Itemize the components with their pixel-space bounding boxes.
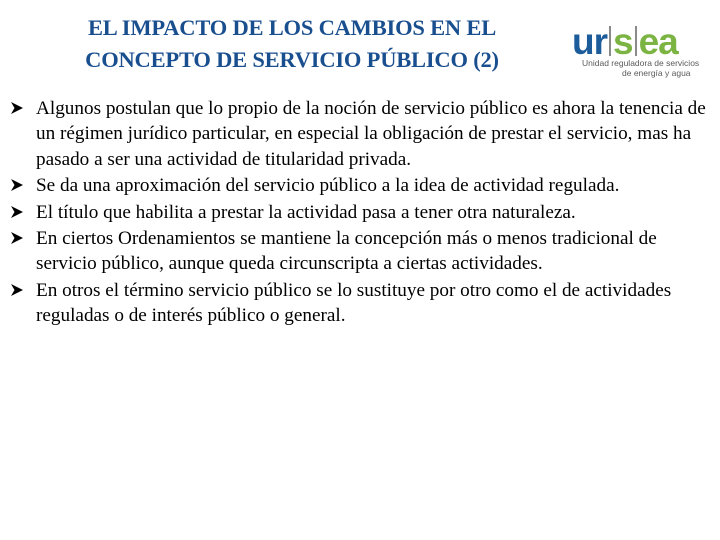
arrow-bullet-icon <box>10 173 28 198</box>
bullet-text: En otros el término servicio público se lo sustituye por otro como el de actividades reguladas o de interés público o general. <box>36 279 672 327</box>
arrow-bullet-icon <box>10 200 28 225</box>
bullet-item <box>10 96 716 172</box>
arrow-bullet-icon <box>10 96 28 121</box>
slide-title-line-1: EL IMPACTO DE LOS CAMBIOS EN EL <box>87 15 497 40</box>
bullet-list <box>10 96 716 330</box>
bullet-text: En ciertos Ordenamientos se mantiene la concepción más o menos tradicional de servicio público, aunque queda circunscripta a ciertas actividades. <box>36 228 657 275</box>
arrow-bullet-icon <box>10 278 28 303</box>
logo-letters-ur: ur <box>572 21 607 62</box>
bullet-item <box>10 226 716 277</box>
bullet-text: El título que habilita a prestar la actividad pasa a tener otra naturaleza. <box>36 201 576 223</box>
slide-title <box>22 12 562 76</box>
bullet-text: Algunos postulan que lo propio de la noción de servicio público es ahora la tenencia de un régimen jurídico particular, en especial la obligación de prestar el servicio, mas ha pasado a ser una actividad de titularidad privada. <box>36 98 706 170</box>
logo-letters-s: s <box>613 21 633 62</box>
logo-subtitle-line-1: Unidad reguladora de servicios <box>582 58 700 68</box>
bullet-item <box>10 200 716 225</box>
logo-separator <box>635 26 637 56</box>
logo-letters-ea: ea <box>638 21 678 62</box>
logo-subtitle-line-2: de energía y agua <box>622 68 691 78</box>
logo-wordmark <box>572 22 678 62</box>
logo-separator <box>609 26 611 56</box>
bullet-item <box>10 173 716 198</box>
bullet-text: Se da una aproximación del servicio público a la idea de actividad regulada. <box>36 175 620 197</box>
slide-title-line-2: CONCEPTO DE SERVICIO PÚBLICO (2) <box>85 47 499 72</box>
bullet-item <box>10 278 716 329</box>
arrow-bullet-icon <box>10 226 28 251</box>
ursea-logo <box>572 22 718 84</box>
logo-subtitle <box>582 58 716 78</box>
